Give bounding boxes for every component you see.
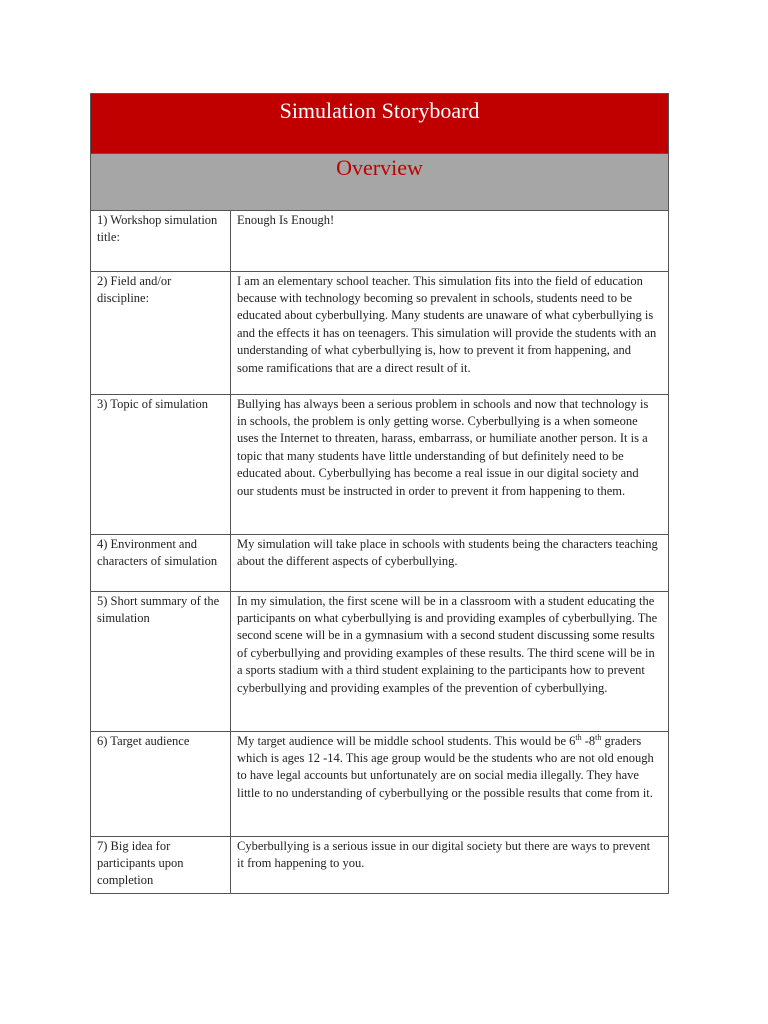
row-label: 1) Workshop simulation title: — [91, 211, 231, 271]
table-row — [91, 394, 668, 534]
row-content — [231, 731, 669, 836]
row-label: 3) Topic of simulation — [91, 394, 231, 534]
row-content: Bullying has always been a serious problem in schools and now that technology is in schools, the problem is only getting worse. Cyberbullying is a when someone uses the Internet to threaten, harass, embarrass, or humiliate another person. It is a topic that many students have little understanding of but definitely need to be educated about. Cyberbullying has become a real issue in our digital society and our students must be instructed in order to prevent it from happening to them. — [231, 394, 669, 534]
row-content: I am an elementary school teacher. This simulation fits into the field of education because with technology becoming so prevalent in schools, students need to be educated about cyberbullying. Many students are unaware of what cyberbullying is and the effects it has on teenagers. This simulation will provide the students with an understanding of what cyberbullying is, how to prevent it from happening, and some ramifications that are a direct result of it. — [231, 271, 669, 394]
row-label: 6) Target audience — [91, 731, 231, 836]
table-row — [91, 591, 668, 731]
table-row — [91, 836, 668, 893]
row-content: Cyberbullying is a serious issue in our digital society but there are ways to prevent it from happening to you. — [237, 838, 651, 870]
row-label: 7) Big idea for participants upon completion — [91, 836, 231, 893]
table-row — [91, 211, 668, 271]
title-banner — [91, 94, 668, 154]
section-title: Overview — [336, 155, 423, 180]
row-label: 4) Environment and characters of simulation — [91, 534, 231, 591]
document-title: Simulation Storyboard — [279, 98, 480, 123]
audience-text-part: graders which is ages 12 -14. This age group would be the students who are not old enough to have legal accounts but unfortunately are on social media illegally. They have little to no understanding of cyberbullying or the possible results that come from it. — [237, 733, 654, 800]
storyboard-table — [90, 93, 669, 894]
row-content: Enough Is Enough! — [231, 211, 669, 271]
overview-table — [91, 211, 668, 893]
section-banner — [91, 154, 668, 211]
audience-text-part: My target audience will be middle school students. This would be 6 — [237, 733, 576, 748]
table-row — [91, 731, 668, 836]
row-label: 2) Field and/or discipline: — [91, 271, 231, 394]
ordinal-suffix: th — [595, 732, 602, 742]
row-content: My simulation will take place in schools with students being the characters teaching about the different aspects of cyberbullying. — [231, 534, 669, 591]
table-row — [91, 271, 668, 394]
audience-text-part: -8 — [581, 733, 596, 748]
ordinal-suffix: th — [575, 732, 582, 742]
table-row — [91, 534, 668, 591]
row-content: In my simulation, the first scene will be in a classroom with a student educating the participants on what cyberbullying is and providing examples of cyberbullying. The second scene will be in a gymnasium with a second student discussing some results of cyberbullying and providing examples of these results. The third scene will be in a sports stadium with a third student explaining to the participants how to prevent cyberbullying and providing examples of the prevention of cyberbullying. — [231, 591, 669, 731]
row-label: 5) Short summary of the simulation — [91, 591, 231, 731]
